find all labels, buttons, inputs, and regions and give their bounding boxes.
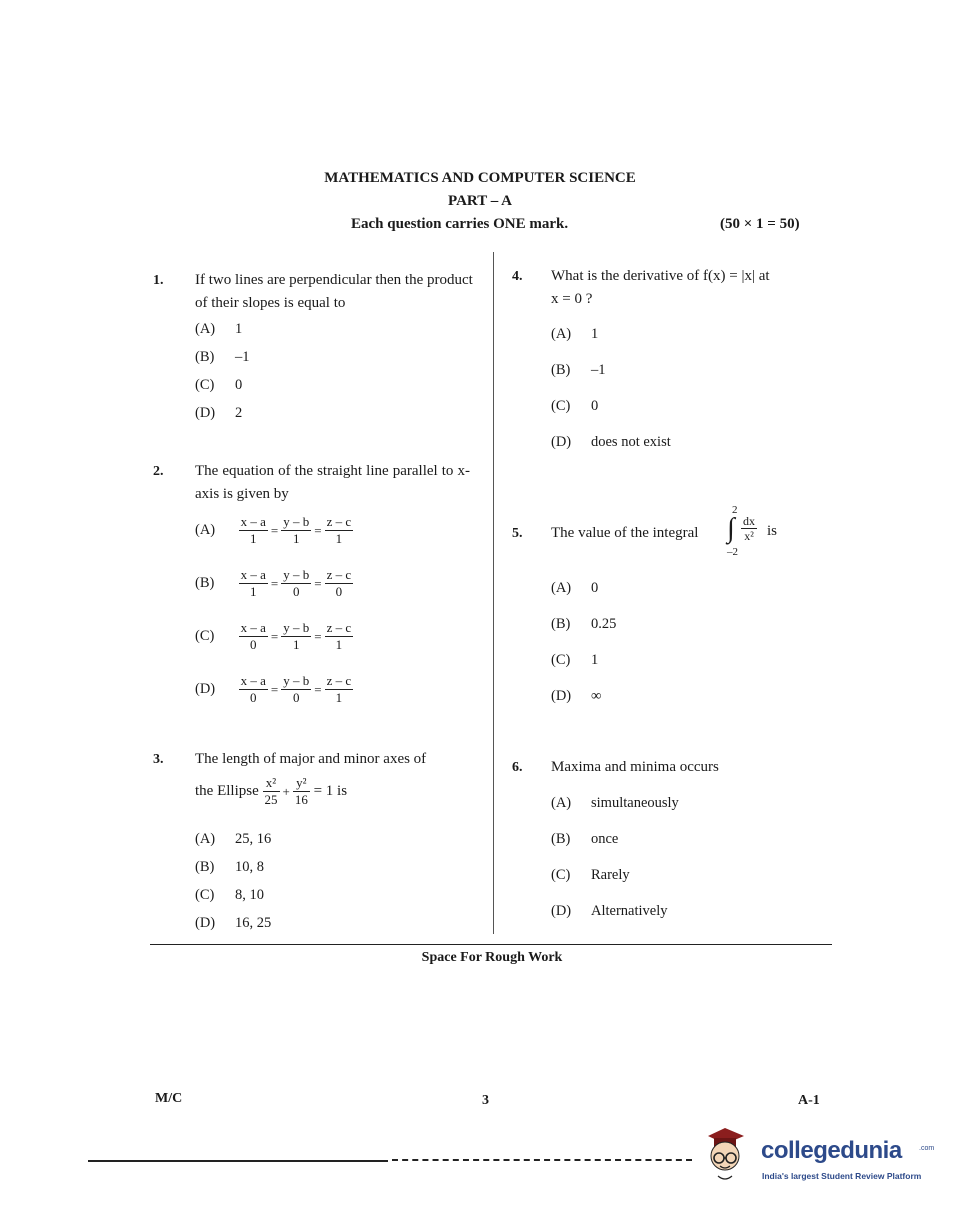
part-title: PART – A bbox=[448, 193, 512, 209]
question-number: 3. bbox=[153, 752, 164, 767]
integral-upper-limit: 2 bbox=[732, 504, 738, 516]
option: (D) $\frac{x - a}{0}$ = $\frac{y - b}{0}$ = $\frac{z - c}{1}$ bbox=[195, 673, 352, 705]
denominator: 25 bbox=[264, 792, 278, 807]
option-label: (C) bbox=[551, 867, 571, 883]
numerator: y² bbox=[293, 775, 310, 792]
option bbox=[551, 326, 598, 343]
option-label: (A) bbox=[195, 831, 216, 847]
bottom-line bbox=[88, 1160, 388, 1162]
option-label: (B) bbox=[195, 575, 215, 591]
numerator: y – b bbox=[283, 567, 310, 582]
text-suffix: = 1 is bbox=[313, 782, 348, 799]
option bbox=[551, 362, 606, 379]
option-value: 1 bbox=[591, 652, 599, 668]
numerator: x – a bbox=[240, 514, 266, 529]
brand-name: collegedunia bbox=[761, 1137, 902, 1164]
option bbox=[551, 616, 616, 633]
section-divider bbox=[150, 944, 832, 945]
option-label: (C) bbox=[195, 377, 215, 393]
denominator: 1 bbox=[250, 531, 257, 546]
option-label: (A) bbox=[551, 580, 572, 596]
option-label: (D) bbox=[551, 688, 572, 704]
option bbox=[195, 887, 264, 904]
option-value: –1 bbox=[591, 362, 606, 378]
option bbox=[551, 795, 679, 812]
denominator: 0 bbox=[250, 637, 257, 652]
option bbox=[551, 434, 671, 451]
option-label: (D) bbox=[551, 434, 572, 450]
brand-tagline: India's largest Student Review Platform bbox=[762, 1171, 922, 1181]
numerator: x² bbox=[263, 775, 280, 792]
option bbox=[195, 915, 271, 932]
option bbox=[195, 859, 264, 876]
numerator: y – b bbox=[283, 620, 310, 635]
column-divider bbox=[493, 252, 494, 934]
option bbox=[551, 398, 598, 415]
numerator: y – b bbox=[283, 673, 310, 688]
text-suffix: is bbox=[767, 523, 778, 539]
option-label: (B) bbox=[195, 859, 215, 875]
option-value: 16, 25 bbox=[235, 915, 272, 931]
question-text: The equation of the straight line parallel to x-axis is given by bbox=[195, 463, 470, 502]
option-label: (C) bbox=[195, 887, 215, 903]
option bbox=[195, 321, 242, 338]
brand-suffix: .com bbox=[919, 1145, 935, 1152]
denominator: 0 bbox=[335, 584, 343, 599]
marks-text: (50 × 1 = 50) bbox=[720, 216, 800, 232]
option-label: (D) bbox=[195, 915, 216, 931]
option-label: (C) bbox=[551, 398, 571, 414]
option-value: Rarely bbox=[591, 867, 630, 883]
question-number: 4. bbox=[512, 269, 523, 284]
denominator: 0 bbox=[293, 584, 300, 599]
option-label: (B) bbox=[551, 831, 571, 847]
option-value: 0 bbox=[591, 398, 599, 414]
integral-sign-icon: ∫ bbox=[727, 513, 735, 544]
option-value: simultaneously bbox=[591, 795, 679, 811]
option bbox=[551, 867, 630, 884]
option-value: once bbox=[591, 831, 619, 847]
option-label: (B) bbox=[551, 616, 571, 632]
numerator: z – c bbox=[326, 620, 352, 635]
numerator: z – c bbox=[326, 673, 352, 688]
option bbox=[195, 377, 242, 394]
option-value: 1 bbox=[235, 321, 243, 337]
option bbox=[551, 688, 601, 705]
denominator: 0 bbox=[250, 690, 257, 705]
denominator: 16 bbox=[294, 792, 308, 807]
option-value: 2 bbox=[235, 405, 243, 421]
series-code: A-1 bbox=[798, 1093, 820, 1108]
denominator: 1 bbox=[335, 690, 343, 705]
option-value: 10, 8 bbox=[235, 859, 264, 875]
question-text-line2: the Ellipse $\frac{\text{x²}}{25}$ + $\frac{\text{y²}}{16}$ = 1 is bbox=[195, 775, 348, 807]
option bbox=[195, 831, 271, 848]
instruction-text: Each question carries ONE mark. bbox=[351, 216, 569, 232]
question-text: If two lines are perpendicular then the product of their slopes is equal to bbox=[195, 272, 473, 311]
option bbox=[195, 405, 242, 422]
question-number: 1. bbox=[153, 273, 164, 288]
option bbox=[195, 349, 250, 366]
option-label: (A) bbox=[551, 795, 572, 811]
bottom-dashed-line bbox=[392, 1159, 692, 1164]
denominator: 1 bbox=[293, 531, 300, 546]
denominator: 1 bbox=[293, 637, 300, 652]
option-label: (A) bbox=[195, 321, 216, 337]
option-value: Alternatively bbox=[591, 903, 668, 919]
option-label: (D) bbox=[195, 405, 216, 421]
page-number: 3 bbox=[482, 1093, 489, 1108]
denominator: x² bbox=[744, 529, 754, 543]
brand-logo-icon bbox=[700, 1126, 750, 1186]
question-text: The length of major and minor axes of bbox=[195, 751, 427, 767]
option-label: (B) bbox=[551, 362, 571, 378]
option bbox=[551, 580, 598, 597]
option-value: does not exist bbox=[591, 434, 671, 450]
option-label: (A) bbox=[195, 522, 216, 538]
option-label: (C) bbox=[195, 628, 215, 644]
denominator: 0 bbox=[293, 690, 300, 705]
option-label: (D) bbox=[195, 681, 216, 697]
question-text: Maxima and minima occurs bbox=[551, 759, 719, 775]
question-text-line2: x = 0 ? bbox=[551, 291, 593, 307]
option-value: 0 bbox=[591, 580, 599, 596]
numerator: dx bbox=[743, 514, 755, 528]
integral-lower-limit: –2 bbox=[727, 546, 738, 558]
option-label: (B) bbox=[195, 349, 215, 365]
option-value: 0.25 bbox=[591, 616, 617, 632]
rough-work-label: Space For Rough Work bbox=[421, 950, 563, 965]
option-value: 1 bbox=[591, 326, 599, 342]
numerator: z – c bbox=[326, 514, 352, 529]
paper-code: M/C bbox=[155, 1091, 183, 1106]
question-text: What is the derivative of f(x) = |x| at bbox=[551, 268, 770, 284]
option-value: 0 bbox=[235, 377, 243, 393]
denominator: 1 bbox=[335, 531, 343, 546]
option-label: (C) bbox=[551, 652, 571, 668]
option bbox=[551, 652, 598, 669]
option-value: 8, 10 bbox=[235, 887, 264, 903]
option bbox=[551, 831, 618, 848]
exam-subject-title: MATHEMATICS AND COMPUTER SCIENCE bbox=[324, 170, 636, 186]
numerator: y – b bbox=[283, 514, 310, 529]
option bbox=[551, 903, 668, 920]
option-label: (A) bbox=[551, 326, 572, 342]
option: (A) $\frac{x - a}{1}$ = $\frac{y - b}{1}$ = $\frac{z - c}{1}$ bbox=[195, 514, 352, 546]
integral-expression bbox=[727, 504, 787, 560]
option-label: (D) bbox=[551, 903, 572, 919]
question-number: 5. bbox=[512, 526, 523, 541]
option: (C) $\frac{x - a}{0}$ = $\frac{y - b}{1}$ = $\frac{z - c}{1}$ bbox=[195, 620, 352, 652]
text-prefix: the Ellipse bbox=[195, 782, 259, 799]
option-value: –1 bbox=[235, 349, 250, 365]
option-value: ∞ bbox=[591, 688, 602, 704]
numerator: z – c bbox=[326, 567, 352, 582]
option: (B) $\frac{x - a}{1}$ = $\frac{y - b}{0}$ = $\frac{z - c}{0}$ bbox=[195, 567, 352, 599]
question-number: 2. bbox=[153, 464, 164, 479]
numerator: x – a bbox=[240, 620, 266, 635]
question-number: 6. bbox=[512, 760, 523, 775]
denominator: 1 bbox=[250, 584, 257, 599]
denominator: 1 bbox=[335, 637, 343, 652]
numerator: x – a bbox=[240, 567, 266, 582]
option-value: 25, 16 bbox=[235, 831, 272, 847]
question-text: The value of the integral bbox=[551, 525, 699, 541]
numerator: x – a bbox=[240, 673, 266, 688]
